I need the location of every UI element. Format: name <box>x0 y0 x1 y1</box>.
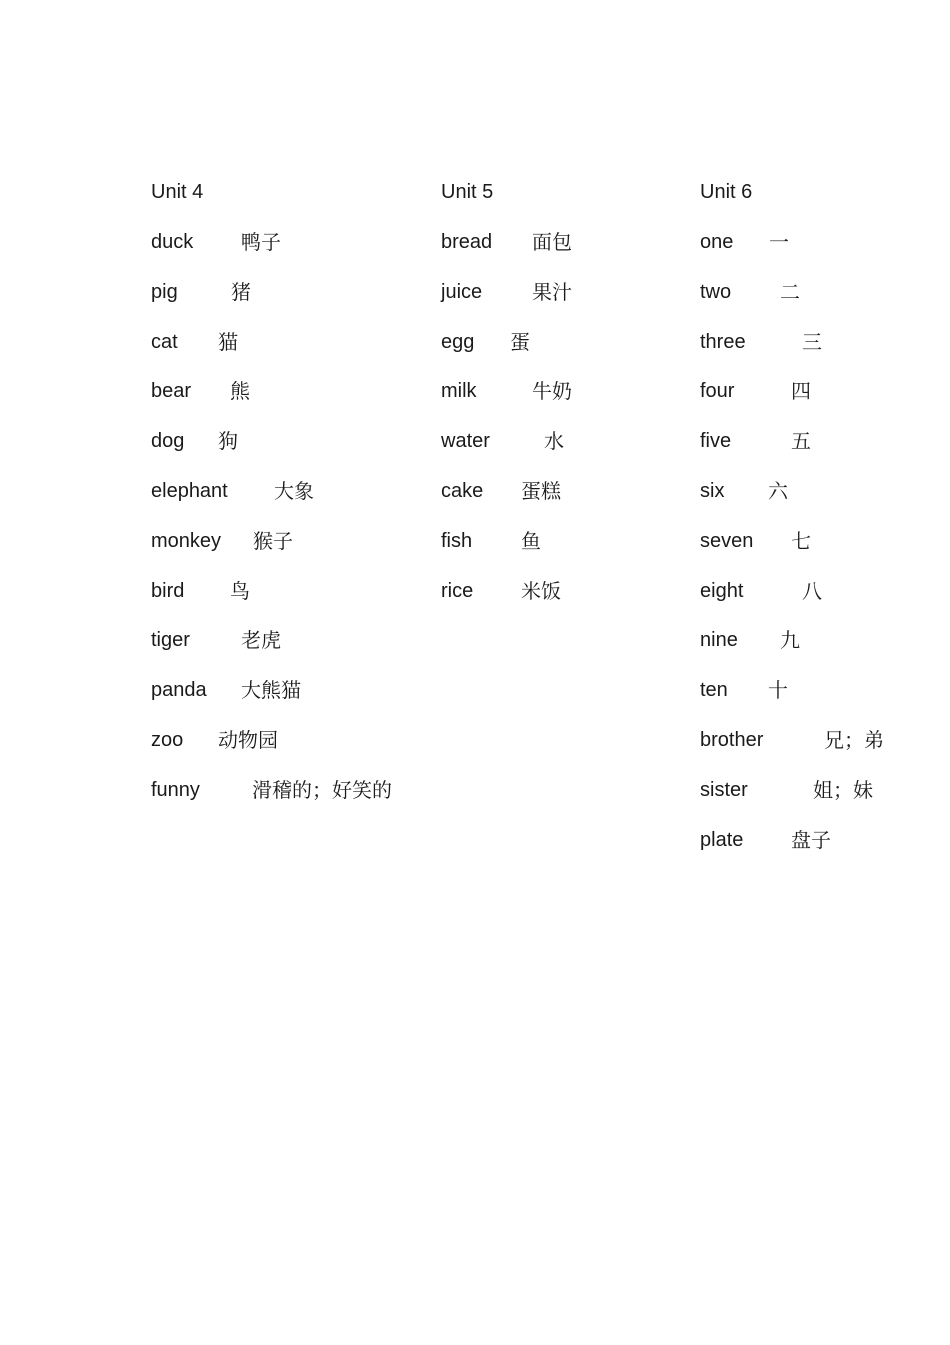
english-word: one <box>700 231 734 253</box>
vocab-item <box>151 527 293 577</box>
english-word: duck <box>151 231 194 253</box>
vocab-item <box>700 228 789 278</box>
vocab-item <box>151 626 281 676</box>
vocab-item <box>700 278 800 328</box>
english-word: two <box>700 280 732 303</box>
chinese-translation: 一 <box>769 230 789 254</box>
unit-5-heading: Unit 5 <box>441 181 494 203</box>
vocab-item <box>441 477 561 527</box>
chinese-translation: 面包 <box>532 230 572 254</box>
chinese-translation: 三 <box>802 329 822 354</box>
unit-5-vocab-list <box>441 228 572 626</box>
vocab-item <box>441 577 561 627</box>
chinese-translation: 蛋 <box>510 329 530 354</box>
chinese-translation: 狗 <box>218 429 238 454</box>
vocab-item <box>700 527 811 577</box>
english-word: sister <box>700 778 748 801</box>
unit-6-vocab-list <box>700 228 884 875</box>
english-word: dog <box>151 430 185 453</box>
vocab-item <box>700 477 788 527</box>
chinese-translation: 米饭 <box>521 578 561 603</box>
english-word: cat <box>151 330 178 353</box>
english-word: rice <box>441 579 474 602</box>
chinese-translation: 九 <box>780 628 800 653</box>
chinese-translation: 四 <box>791 379 811 404</box>
english-word: pig <box>151 280 178 303</box>
vocab-item <box>700 328 822 378</box>
english-word: funny <box>151 778 200 801</box>
unit-4-heading: Unit 4 <box>151 181 204 203</box>
vocab-item <box>441 228 572 278</box>
vocab-item <box>151 427 238 477</box>
english-word: seven <box>700 529 754 552</box>
english-word: tiger <box>151 629 190 652</box>
chinese-translation: 蛋糕 <box>521 478 561 503</box>
english-word: plate <box>700 828 744 851</box>
english-word: fish <box>441 529 473 552</box>
chinese-translation: 八 <box>802 578 822 603</box>
vocab-item <box>700 577 822 627</box>
unit-5-column <box>441 178 572 626</box>
vocab-item <box>151 776 392 826</box>
english-word: bird <box>151 579 185 602</box>
chinese-translation: 水 <box>544 429 564 454</box>
chinese-translation: 姐；妹 <box>813 777 873 802</box>
chinese-translation: 果汁 <box>532 279 572 304</box>
vocab-item <box>700 776 873 826</box>
chinese-translation: 鱼 <box>521 528 541 553</box>
vocab-item <box>151 577 250 627</box>
english-word: brother <box>700 728 764 751</box>
vocab-item <box>151 228 281 278</box>
vocab-item <box>441 377 572 427</box>
vocab-item <box>700 626 800 676</box>
vocab-item <box>151 328 238 378</box>
vocab-item <box>700 427 811 477</box>
unit-6-column <box>700 178 884 875</box>
vocab-item <box>441 527 541 577</box>
english-word: four <box>700 380 735 403</box>
chinese-translation: 鸭子 <box>241 230 281 254</box>
english-word: cake <box>441 479 484 502</box>
chinese-translation: 滑稽的；好笑的 <box>252 777 392 802</box>
chinese-translation: 猫 <box>218 329 238 354</box>
english-word: elephant <box>151 479 228 502</box>
vocab-item <box>700 726 884 776</box>
english-word: water <box>441 430 490 453</box>
english-word: egg <box>441 330 475 353</box>
chinese-translation: 大熊猫 <box>241 678 301 703</box>
chinese-translation: 猪 <box>231 279 251 304</box>
english-word: monkey <box>151 529 222 552</box>
english-word: bread <box>441 231 493 253</box>
english-word: milk <box>441 380 477 403</box>
chinese-translation: 鸟 <box>230 578 250 603</box>
chinese-translation: 大象 <box>274 478 314 503</box>
chinese-translation: 盘子 <box>791 827 831 852</box>
vocab-item <box>700 377 811 427</box>
chinese-translation: 牛奶 <box>532 379 572 404</box>
chinese-translation: 老虎 <box>241 628 281 653</box>
chinese-translation: 兄；弟 <box>824 727 884 752</box>
chinese-translation: 二 <box>780 279 800 304</box>
chinese-translation: 五 <box>791 429 811 454</box>
vocab-item <box>151 278 251 328</box>
english-word: eight <box>700 579 744 602</box>
chinese-translation: 六 <box>768 478 788 503</box>
english-word: zoo <box>151 728 184 751</box>
vocab-item <box>700 676 788 726</box>
vocab-item <box>151 377 250 427</box>
chinese-translation: 猴子 <box>253 528 293 553</box>
vocab-item <box>441 278 572 328</box>
english-word: bear <box>151 380 192 403</box>
english-word: nine <box>700 629 738 652</box>
chinese-translation: 七 <box>791 528 811 553</box>
english-word: juice <box>441 280 483 303</box>
vocab-item <box>700 826 831 876</box>
english-word: panda <box>151 679 207 702</box>
vocab-item <box>441 328 530 378</box>
vocab-item <box>441 427 564 477</box>
vocab-item <box>151 726 278 776</box>
chinese-translation: 动物园 <box>218 727 278 752</box>
english-word: ten <box>700 679 728 702</box>
english-word: three <box>700 330 746 353</box>
vocab-item <box>151 676 301 726</box>
chinese-translation: 十 <box>768 678 788 703</box>
unit-4-column <box>151 178 392 826</box>
english-word: six <box>700 479 725 502</box>
english-word: five <box>700 430 732 453</box>
unit-6-heading: Unit 6 <box>700 181 753 203</box>
chinese-translation: 熊 <box>230 379 250 404</box>
vocab-item <box>151 477 314 527</box>
unit-4-vocab-list <box>151 228 392 826</box>
